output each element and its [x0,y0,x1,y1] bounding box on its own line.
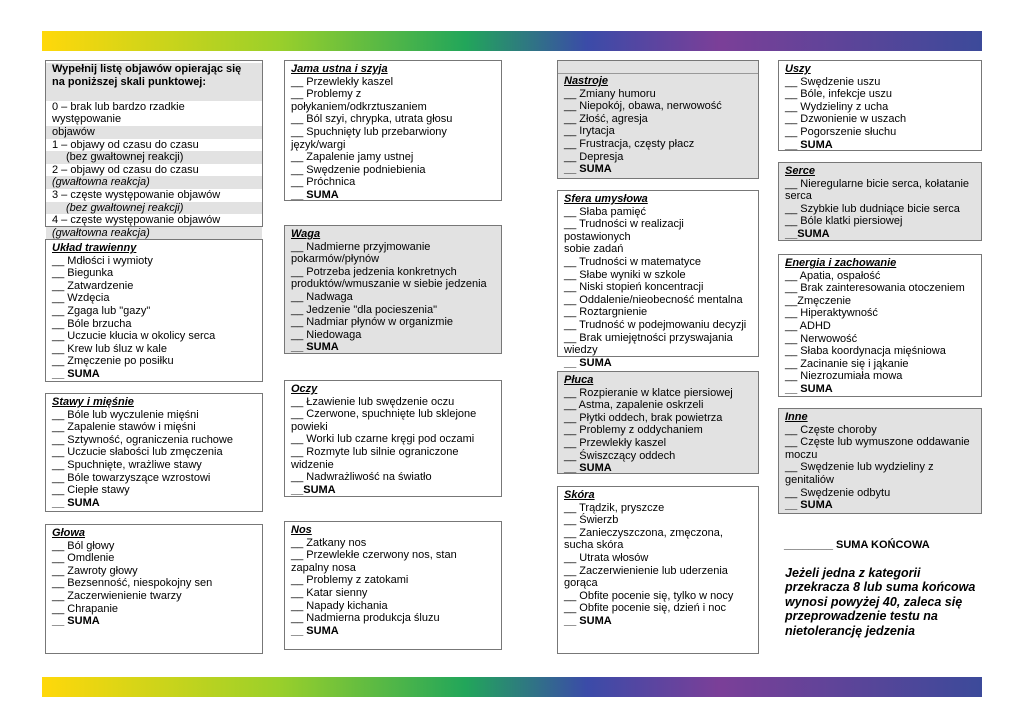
symptom-item: __ Słaba koordynacja mięśniowa [785,345,946,358]
symptom-item: __ Ciepłe stawy [52,484,130,497]
symptom-item: __ Złość, agresja [564,112,648,125]
symptom-item: __ Bóle brzucha [52,317,132,330]
symptom-item: __ Hiperaktywność [785,307,878,320]
symptom-item: __ Omdlenie [52,552,115,565]
section-weight [284,225,502,354]
symptom-item: __ Ból szyi, chrypka, utrata głosu [291,113,453,126]
symptom-item: __ Problemy z zatokami [291,574,409,587]
symptom-item: __ Swędzenie podniebienia [291,163,426,176]
symptom-item: __ Przewlekły kaszel [291,75,394,88]
symptom-item: sucha skóra [564,539,624,552]
symptom-item: __ Spuchnięte, wrażliwe stawy [52,458,202,471]
section-title: Jama ustna i szyja [291,63,388,75]
symptom-item: __ Ból głowy [52,539,115,552]
symptom-item: powieki [291,420,328,433]
symptom-item: __ Wzdęcia [52,292,110,305]
symptom-item: __ Napady kichania [291,599,388,612]
symptom-item: __ Nieregularne bicie serca, kołatanie [785,177,970,190]
symptom-item: __ Swędzenie uszu [785,75,881,88]
symptom-item: __ Chrapanie [52,602,119,615]
section-sum: __ SUMA [785,138,833,151]
section-sum: __ SUMA [52,615,100,628]
section-sum: __ SUMA [564,462,612,475]
symptom-item: __ Rozpieranie w klatce piersiowej [564,386,733,399]
symptom-item: __ Zapalenie jamy ustnej [291,151,414,164]
section-nose [284,521,502,650]
section-eyes [284,380,502,497]
symptom-item: moczu [785,448,818,461]
symptom-item: __ Zatkany nos [291,536,367,549]
symptom-item: __ Katar sienny [291,586,368,599]
symptom-item: __ Czerwone, spuchnięte lub sklejone [291,408,477,421]
section-sum: __ SUMA [564,614,612,627]
section-mouth-throat [284,60,502,201]
scale-4-line2: (gwałtowna reakcja) [52,226,150,239]
section-sum: __ SUMA [52,496,100,509]
symptom-item: __ Bóle, infekcje uszu [785,88,893,101]
symptom-item: __ Rozmyte lub silnie ograniczone [291,445,459,458]
symptom-item: __ Depresja [564,150,624,163]
symptom-item: __ Zawroty głowy [52,564,138,577]
section-title: Układ trawienny [52,242,137,254]
section-sum: __ SUMA [564,163,612,176]
section-sum: __ SUMA [785,499,833,512]
symptom-item: __ Roztargnienie [564,306,648,319]
symptom-item: __ Bóle lub wyczulenie mięśni [52,408,199,421]
symptom-item: __ Bóle towarzyszące wzrostowi [52,471,211,484]
symptom-item: sobie zadań [564,243,624,256]
symptom-item: __ Wydzieliny z ucha [785,100,889,113]
symptom-item: zapalny nosa [291,561,356,574]
section-sum: __ SUMA [785,382,833,395]
symptom-item: __ Płytki oddech, brak powietrza [564,411,723,424]
symptom-item: __ Zmęczenie po posiłku [52,355,174,368]
bottom-color-band [42,677,982,697]
section-title: Nastroje [564,75,609,87]
section-sum: __ SUMA [291,188,339,201]
symptom-item: __ Bóle klatki piersiowej [785,215,903,228]
symptom-item: __ Nerwowość [785,332,858,345]
symptom-item: __ Łzawienie lub swędzenie oczu [291,395,455,408]
section-title: Nos [291,524,312,536]
section-head [45,524,263,654]
section-heart [778,162,982,241]
symptom-item: __ Częste choroby [785,423,877,436]
symptom-item: __ Zacinanie się i jąkanie [785,357,909,370]
section-sum: __ SUMA [291,624,339,637]
symptom-item: gorąca [564,577,598,590]
scale-0-line1: 0 – brak lub bardzo rzadkie występowanie [52,100,185,126]
symptom-item: serca [785,190,812,203]
scale-0-line2: objawów [52,125,95,138]
symptom-item: genitaliów [785,473,834,486]
symptom-item: __ Zatwardzenie [52,279,134,292]
section-sum: __SUMA [785,227,830,240]
symptom-item: __ Częste lub wymuszone oddawanie [785,436,970,449]
symptom-item: __ Zaczerwienienie twarzy [52,589,182,602]
symptom-item: __ Zapalenie stawów i mięśni [52,421,196,434]
scale-2-line1: 2 – objawy od czasu do czasu [52,163,199,176]
section-title: Skóra [564,489,595,501]
symptom-item: __ Apatia, ospałość [785,269,881,282]
symptom-item: __ Uczucie słabości lub zmęczenia [52,446,223,459]
section-title: Płuca [564,374,594,386]
section-title: Inne [785,411,808,423]
symptom-item: __ Jedzenie "dla pocieszenia" [291,303,438,316]
section-title: Uszy [785,63,811,75]
scale-1-line2: (bez gwałtownej reakcji) [66,151,184,164]
symptom-item: __ Próchnica [291,176,356,189]
section-title: Energia i zachowanie [785,257,897,269]
section-other [778,408,982,514]
symptom-item: __ ADHD [785,319,831,332]
symptom-item: __ Trudności w matematyce [564,255,701,268]
final-sum-line: ________ SUMA KOŃCOWA [784,539,930,551]
symptom-item: __ Pogorszenie słuchu [785,125,897,138]
section-title: Głowa [52,527,86,539]
symptom-item: __ Zmiany humoru [564,87,656,100]
section-sum: __ SUMA [52,367,100,380]
scale-title-line2: na poniższej skali punktowej: [52,75,207,88]
symptom-item: __ Bezsenność, niespokojny sen [52,577,213,590]
symptom-item: __ Niski stopień koncentracji [564,281,704,294]
symptom-item: __ Brak zainteresowania otoczeniem [785,282,965,295]
section-title: Oczy [291,383,318,395]
symptom-item: __ Zgaga lub "gazy" [52,304,151,317]
symptom-item: pokarmów/płynów [291,253,380,266]
scale-4-line1: 4 – częste występowanie objawów [52,214,221,227]
symptom-item: __ Świerzb [564,514,619,527]
section-digestive-system [45,239,263,382]
top-color-band [42,31,982,51]
symptom-item: __ Dzwonienie w uszach [785,113,907,126]
symptom-item: __ Uczucie kłucia w okolicy serca [52,330,216,343]
symptom-item: __ Krew lub śluz w kale [52,342,167,355]
symptom-item: __ Frustracja, częsty płacz [564,137,695,150]
header-strip [558,61,758,74]
symptom-item: __ Problemy z oddychaniem [564,424,703,437]
symptom-item: __ Słabe wyniki w szkole [564,268,686,281]
symptom-item: __ Trądzik, pryszcze [564,501,665,514]
section-ears [778,60,982,151]
symptom-item: __ Nadmierna produkcja śluzu [291,612,440,625]
scale-3-line2: (bez gwałtownej reakcji) [66,201,184,214]
symptom-item: __ Niedowaga [291,328,362,341]
symptom-item: __ Obfite pocenie się, tylko w nocy [564,589,734,602]
symptom-item: __ Słaba pamięć [564,205,646,218]
symptom-item: __ Zaczerwienienie lub uderzenia [564,564,728,577]
symptom-item: __ Szybkie lub dudniące bicie serca [785,202,960,215]
symptom-item: __ Nadwaga [291,290,353,303]
symptom-item: __ Obfite pocenie się, dzień i noc [564,602,727,615]
symptom-item: __ Świszczący oddech [564,449,676,462]
symptom-item: widzenie [291,458,334,471]
symptom-item: __ Nadmierne przyjmowanie [291,240,431,253]
symptom-item: __ Swędzenie odbytu [785,486,891,499]
section-title: Stawy i mięśnie [52,396,134,408]
symptom-item: połykaniem/odkrztuszaniem [291,100,427,113]
symptom-item: __ Irytacja [564,125,615,138]
symptom-item: __ Przewlekły kaszel [564,436,667,449]
section-sum: __SUMA [291,483,336,496]
symptom-item: __ Niezrozumiała mowa [785,370,903,383]
symptom-item: __ Swędzenie lub wydzieliny z [785,461,934,474]
symptom-item: wiedzy [564,344,598,357]
scale-legend-box [45,60,263,239]
section-joints-muscles [45,393,263,512]
symptom-item: __ Niepokój, obawa, nerwowość [564,100,722,113]
section-skin [557,486,759,654]
symptom-item: __ Astma, zapalenie oskrzeli [564,399,704,412]
symptom-item: produktów/wmuszanie w siebie jedzenia [291,278,487,291]
symptom-item: język/wargi [291,138,346,151]
symptom-item: __ Oddalenie/nieobecność mentalna [564,293,743,306]
symptom-item: __Zmęczenie [785,294,852,307]
scale-3-line1: 3 – częste występowanie objawów [52,188,221,201]
symptom-item: __ Trudność w podejmowaniu decyzji [564,318,747,331]
symptom-item: __ Zanieczyszczona, zmęczona, [564,526,723,539]
scale-2-line2: (gwałtowna reakcja) [52,176,150,189]
symptom-item: __ Utrata włosów [564,551,649,564]
section-moods [557,60,759,179]
section-title: Serce [785,165,815,177]
symptom-item: __ Brak umiejętności przyswajania [564,331,733,344]
symptom-item: __ Biegunka [52,267,114,280]
section-energy-behavior [778,254,982,397]
section-title: Sfera umysłowa [564,193,648,205]
section-sum: __ SUMA [564,356,612,369]
section-lungs [557,371,759,474]
scale-title-line1: Wypełnij listę objawów opierając się [52,63,242,75]
symptom-item: __ Sztywność, ograniczenia ruchowe [52,433,233,446]
symptom-item: __ Trudności w realizacji postawionych [564,218,684,243]
symptom-item: __ Potrzeba jedzenia konkretnych [291,265,457,278]
symptom-item: __ Nadmiar płynów w organizmie [291,316,454,329]
symptom-item: __ Worki lub czarne kręgi pod oczami [291,433,475,446]
section-sum: __ SUMA [291,341,339,354]
symptom-item: __ Nadwrażliwość na światło [291,471,432,484]
section-title: Waga [291,228,321,240]
symptom-item: __ Przewlekłe czerwony nos, stan [291,549,457,562]
symptom-item: __ Problemy z [291,88,362,101]
symptom-item: __ Spuchnięty lub przebarwiony [291,125,447,138]
scale-1-line1: 1 – objawy od czasu do czasu [52,138,199,151]
section-mental [557,190,759,369]
conclusion-note: Jeżeli jedna z kategorii przekracza 8 lub suma końcowa wynosi powyżej 40, zaleca się przeprowadzenie testu na nietolerancję jedzenia [785,566,976,638]
symptom-item: __ Mdłości i wymioty [52,254,153,267]
